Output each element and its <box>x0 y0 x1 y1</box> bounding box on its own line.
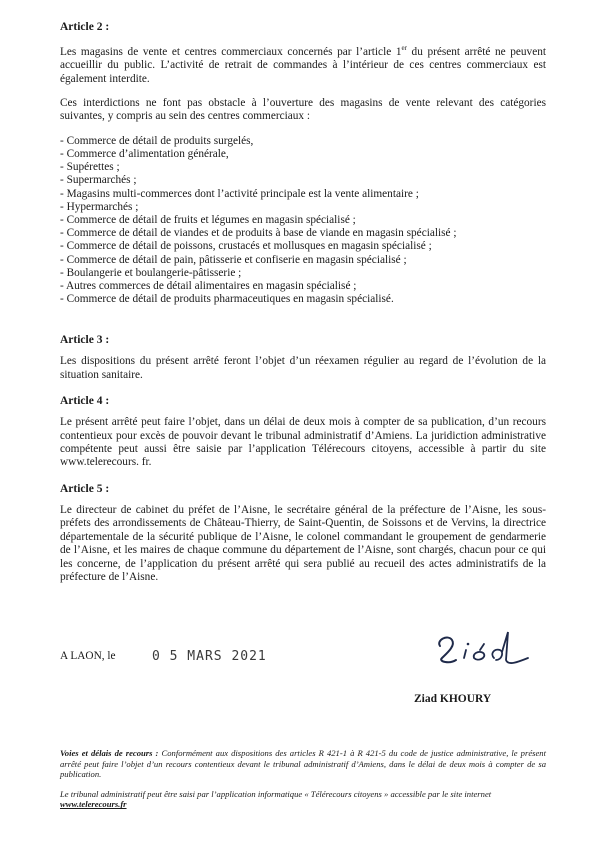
list-item: - Commerce de détail de fruits et légumes en magasin spécialisé ; <box>60 214 356 227</box>
article-2-paragraph-1-end: du présent arrêté ne peuvent accueillir du public. L’activité de retrait de commandes à l’intérieur de ces centres commerciaux est également interdite. <box>60 45 546 85</box>
telerecours-notice: Le tribunal administratif peut être saisi par l’application informatique « Télérecours citoyens » accessible par le site internet <box>60 788 492 799</box>
handwritten-signature <box>432 628 536 678</box>
appeal-text: Conformément aux dispositions des articles R 421-1 à R 421-5 du code de justice administrative, le présent arrêté peut faire l’objet d’un recours contentieux devant le tribunal administratif d’Amiens, dans le délai de deux mois à compter de sa publication. <box>60 748 546 780</box>
telerecours-link[interactable]: www.telerecours.fr <box>60 799 127 810</box>
article-2-paragraph-2: Ces interdictions ne font pas obstacle à l’ouverture des magasins de vente relevant des catégories suivantes, y compris au sein des centres commerciaux : <box>60 96 546 123</box>
article-3-paragraph: Les dispositions du présent arrêté feront l’objet d’un réexamen régulier au regard de l’évolution de la situation sanitaire. <box>60 355 546 381</box>
list-item: - Commerce de détail de viandes et de produits à base de viande en magasin spécialisé ; <box>60 227 457 240</box>
list-item: - Commerce de détail de poissons, crustacés et mollusques en magasin spécialisé ; <box>60 240 432 253</box>
article-2-paragraph-1-start: Les magasins de vente et centres commerciaux concernés par l’article 1 <box>60 45 402 58</box>
list-item: - Commerce de détail de produits pharmaceutiques en magasin spécialisé. <box>60 293 394 306</box>
list-item: - Commerce de détail de produits surgelés, <box>60 134 254 147</box>
date-stamp: 0 5 MARS 2021 <box>152 649 267 664</box>
article-4-paragraph: Le présent arrêté peut faire l’objet, dans un délai de deux mois à compter de sa publication, d’un recours contentieux pour excès de pouvoir devant le tribunal administratif d’Amiens. La juridiction administrative compétente peut aussi être saisie par l’application Télérecours citoyens, accessible à partir du site www.telerecours. fr. <box>60 416 546 469</box>
list-item: - Hypermarchés ; <box>60 200 139 213</box>
list-item: - Commerce d’alimentation générale, <box>60 148 229 160</box>
list-item: - Magasins multi-commerces dont l’activité principale est la vente alimentaire ; <box>60 187 419 200</box>
article-4-heading: Article 4 : <box>60 395 110 408</box>
appeal-notice <box>60 748 546 780</box>
article-5-paragraph: Le directeur de cabinet du préfet de l’Aisne, le secrétaire général de la préfecture de l’Aisne, les sous-préfets des arrondissements de Château-Thierry, de Saint-Quentin, de Soissons et de Vervins, la directrice départementale de la sécurité publique de l’Aisne, le colonel commandant le groupement de gendarmerie de l’Aisne, et les maires de chaque commune du département de l’Aisne, sont chargés, chacun pour ce qui les concerne, de l’application du présent arrêté qui sera publié au recueil des actes administratifs de la préfecture de l’Aisne. <box>60 503 546 583</box>
list-item: - Supérettes ; <box>60 161 120 174</box>
list-item: - Supermarchés ; <box>60 174 137 187</box>
article-2-heading: Article 2 : <box>60 21 110 33</box>
article-2-paragraph-1 <box>60 42 546 86</box>
legal-footer <box>60 748 546 810</box>
shop-category-list <box>60 135 546 307</box>
signature-block <box>60 650 546 710</box>
appeal-label: Voies et délais de recours : <box>60 748 159 758</box>
list-item: - Boulangerie et boulangerie-pâtisserie ; <box>60 266 242 279</box>
list-item: - Commerce de détail de pain, pâtisserie et confiserie en magasin spécialisé ; <box>60 253 407 266</box>
ordinal-superscript: er <box>401 44 407 52</box>
article-5-heading: Article 5 : <box>60 482 110 495</box>
document-body <box>60 20 546 584</box>
signature-place: A LAON, le <box>60 650 116 662</box>
article-3-heading: Article 3 : <box>60 334 110 347</box>
list-item: - Autres commerces de détail alimentaires en magasin spécialisé ; <box>60 280 357 293</box>
signer-name: Ziad KHOURY <box>414 693 492 705</box>
